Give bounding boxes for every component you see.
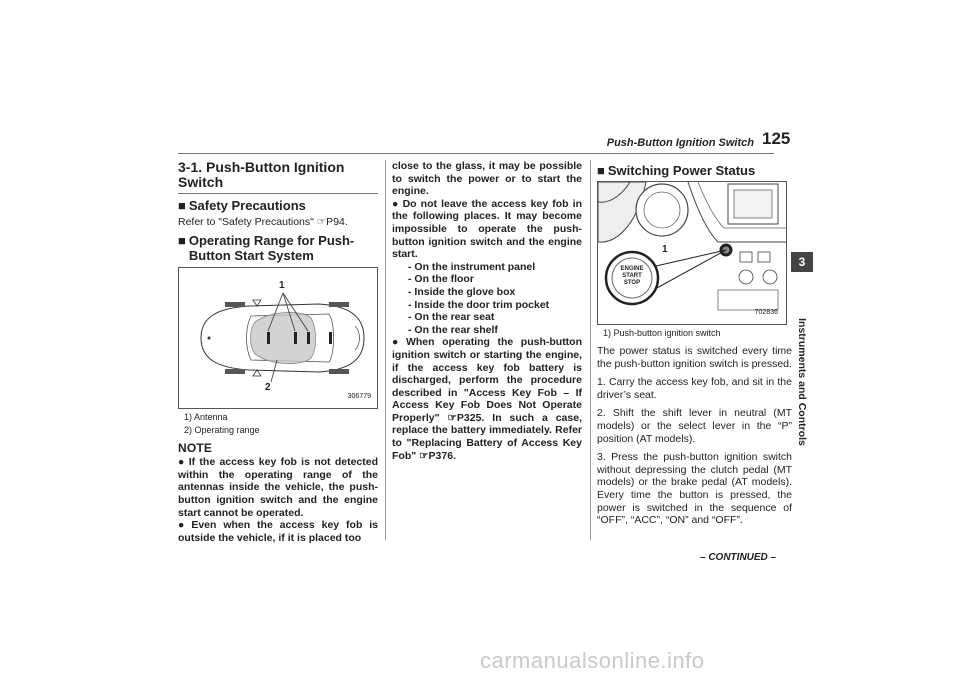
figure-code: 702836 (754, 309, 778, 317)
column-divider (590, 160, 591, 540)
step-1: 1. Carry the access key fob, and sit in the driver’s seat. (597, 376, 792, 401)
note-bullet (178, 519, 378, 544)
heading-operating-range (178, 233, 378, 263)
button-text: STOP (623, 280, 641, 286)
note-continuation: close to the glass, it may be possible to switch the power or to start the engine. (392, 160, 582, 198)
header-rule (178, 153, 774, 154)
column-1 (178, 160, 378, 544)
figure-label-1: 1 (662, 244, 668, 255)
square-bullet-icon: ■ (597, 163, 605, 178)
place-item: - On the floor (408, 273, 474, 286)
running-head: Push-Button Ignition Switch (606, 137, 754, 149)
note-heading: NOTE (178, 440, 213, 455)
note-bullet (392, 198, 582, 261)
chapter-tab[interactable]: 3 (791, 252, 813, 272)
safety-reference[interactable]: Refer to "Safety Precautions" ☞P94. (178, 216, 348, 228)
bullet-dot-icon: ● (392, 197, 400, 210)
column-divider (385, 160, 386, 540)
figure-dashboard (597, 181, 787, 325)
heading-switching-power (597, 163, 792, 178)
intro-text: The power status is switched every time the push-button ignition switch is pressed. (597, 345, 792, 370)
column-2 (392, 160, 582, 462)
dashboard-illustration (598, 182, 786, 324)
note-bullet-text: If the access key fob is not detected within the operating range of the antennas inside the vehicle, the push-button ignition switch and the engine start cannot be operated. (178, 456, 379, 519)
figure-antenna-range (178, 267, 378, 409)
step-2: 2. Shift the shift lever in neutral (MT models) or the select lever in the “P” position (AT models). (597, 407, 792, 445)
column-3 (597, 160, 792, 527)
bullet-dot-icon: ● (178, 456, 186, 469)
bullet-dot-icon: ● (392, 336, 403, 349)
place-item: - On the rear shelf (408, 323, 498, 336)
figure-label-2: 2 (265, 381, 271, 393)
engine-start-stop-button (616, 266, 648, 287)
heading-text: Operating Range for Push-Button Start System (188, 232, 355, 263)
place-item: - Inside the door trim pocket (408, 298, 550, 311)
figure-caption: 1) Antenna (184, 411, 228, 422)
place-item: - Inside the glove box (408, 285, 516, 298)
note-bullet (392, 336, 582, 462)
bullet-dot-icon: ● (178, 519, 189, 532)
note-bullet-text: Do not leave the access key fob in the following places. It may become impossible to operate the push-button ignition switch and the engine start. (392, 197, 583, 261)
figure-label-1: 1 (279, 279, 285, 291)
heading-text: Safety Precautions (188, 198, 306, 213)
square-bullet-icon: ■ (178, 198, 186, 213)
section-title: 3-1. Push-Button Ignition Switch (178, 159, 345, 190)
continued-label: – CONTINUED – (700, 552, 777, 563)
figure-caption: 2) Operating range (184, 424, 260, 435)
car-top-view-illustration (179, 268, 377, 408)
note-bullet-text: Even when the access key fob is outside the vehicle, if it is placed too (178, 519, 379, 544)
title-rule (178, 193, 378, 194)
button-text: START (622, 273, 642, 279)
button-text: ENGINE (620, 266, 644, 272)
heading-safety-precautions (178, 198, 378, 213)
heading-text: Switching Power Status (607, 163, 756, 178)
square-bullet-icon: ■ (178, 232, 186, 248)
watermark[interactable]: carmanualsonline.info (480, 648, 705, 673)
figure-caption: 1) Push-button ignition switch (603, 328, 721, 338)
note-bullet-text: When operating the push-button ignition switch or starting the engine, if the access key fob battery is discharged, perform the procedure described in "Access Key Fob – If Access Key Fob Does Not Operate Properly" ☞P325. In such a case, replace the battery immediately. Refer to "Replacing Battery of Access Key Fob" ☞P376. (392, 336, 583, 462)
page-number: 125 (762, 129, 791, 148)
step-3: 3. Press the push-button ignition switch without depressing the clutch pedal (MT models) or the brake pedal (AT models). Every time the button is pressed, the power is switched in the sequence of “OFF”, “ACC”, “ON” and “OFF”. (597, 451, 792, 527)
figure-code: 306779 (347, 393, 371, 400)
place-item: - On the rear seat (408, 311, 495, 324)
chapter-side-label: Instruments and Controls (796, 318, 808, 446)
note-bullet (178, 456, 378, 519)
place-item: - On the instrument panel (408, 260, 536, 273)
